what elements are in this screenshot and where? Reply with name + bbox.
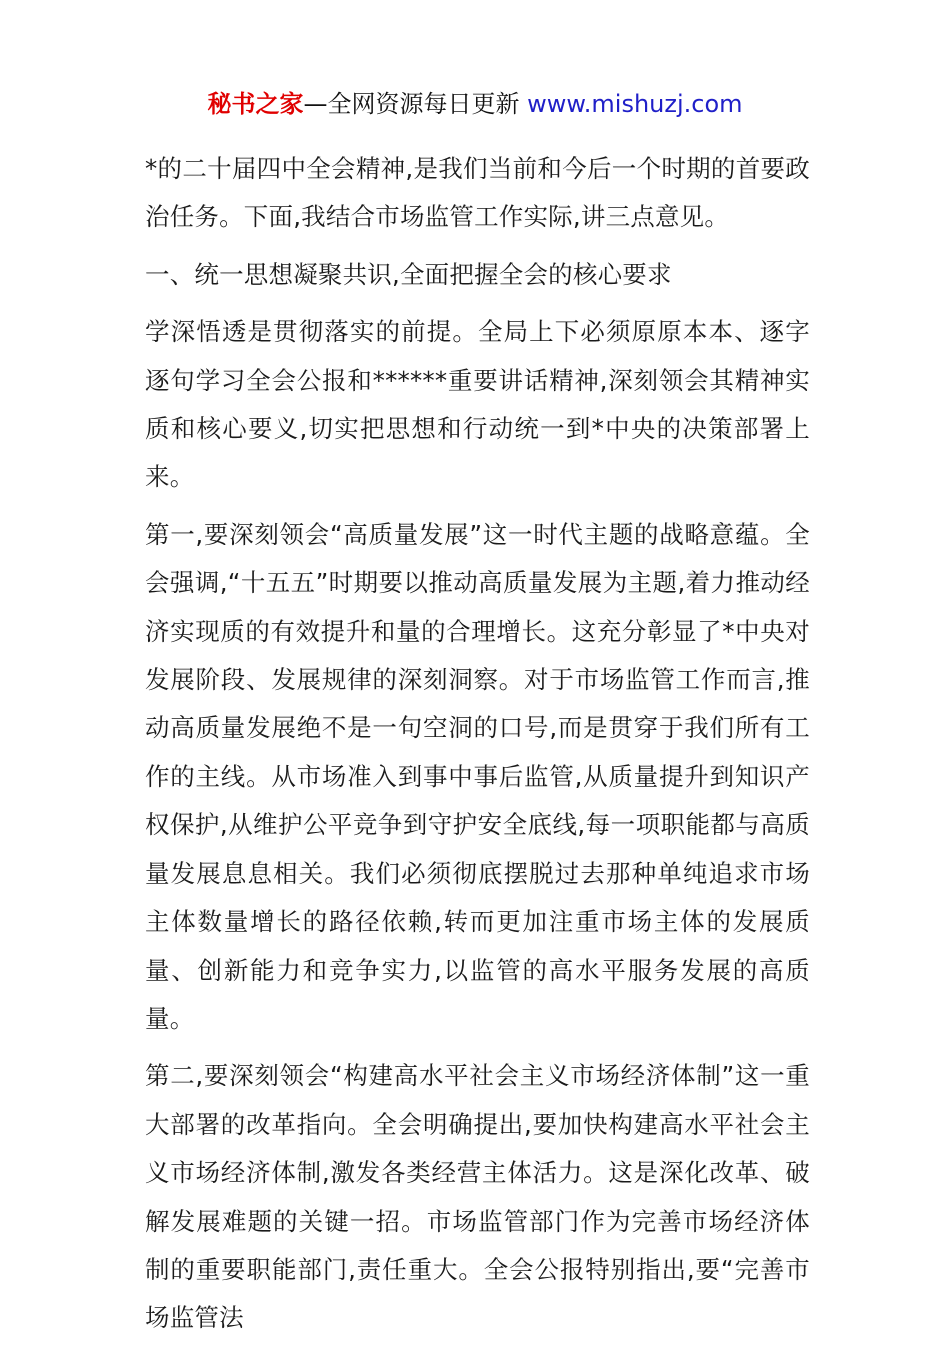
- header-tagline: —全网资源每日更新: [303, 90, 528, 118]
- header-url[interactable]: www.mishuzj.com: [527, 90, 743, 118]
- document-body: [145, 145, 810, 1352]
- paragraph-first-point: 第一,要深刻领会“高质量发展”这一时代主题的战略意蕴。全会强调,“十五五”时期要以推动高质量发展为主题,着力推动经济实现质的有效提升和量的合理增长。这充分彰显了*中央对发展阶段、发展规律的深刻洞察。对于市场监管工作而言,推动高质量发展绝不是一句空洞的口号,而是贯穿于我们所有工作的主线。从市场准入到事中事后监管,从质量提升到知识产权保护,从维护公平竞争到守护安全底线,每一项职能都与高质量发展息息相关。我们必须彻底摆脱过去那种单纯追求市场主体数量增长的路径依赖,转而更加注重市场主体的发展质量、创新能力和竞争实力,以监管的高水平服务发展的高质量。: [145, 519, 810, 1033]
- paragraph-second-point: 第二,要深刻领会“构建高水平社会主义市场经济体制”这一重大部署的改革指向。全会明确提出,要加快构建高水平社会主义市场经济体制,激发各类经营主体活力。这是深化改革、破解发展难题的关键一招。市场监管部门作为完善市场经济体制的重要职能部门,责任重大。全会公报特别指出,要“完善市场监管法: [145, 1061, 810, 1333]
- header-brand: 秘书之家: [207, 90, 304, 118]
- watermark-header: [0, 86, 950, 122]
- paragraph-intro: *的二十届四中全会精神,是我们当前和今后一个时期的首要政治任务。下面,我结合市场监管工作实际,讲三点意见。: [145, 154, 810, 232]
- paragraph-study: 学深悟透是贯彻落实的前提。全局上下必须原原本本、逐字逐句学习全会公报和******重要讲话精神,深刻领会其精神实质和核心要义,切实把思想和行动统一到*中央的决策部署上来。: [145, 317, 810, 492]
- section-heading-1: 一、统一思想凝聚共识,全面把握全会的核心要求: [145, 259, 672, 289]
